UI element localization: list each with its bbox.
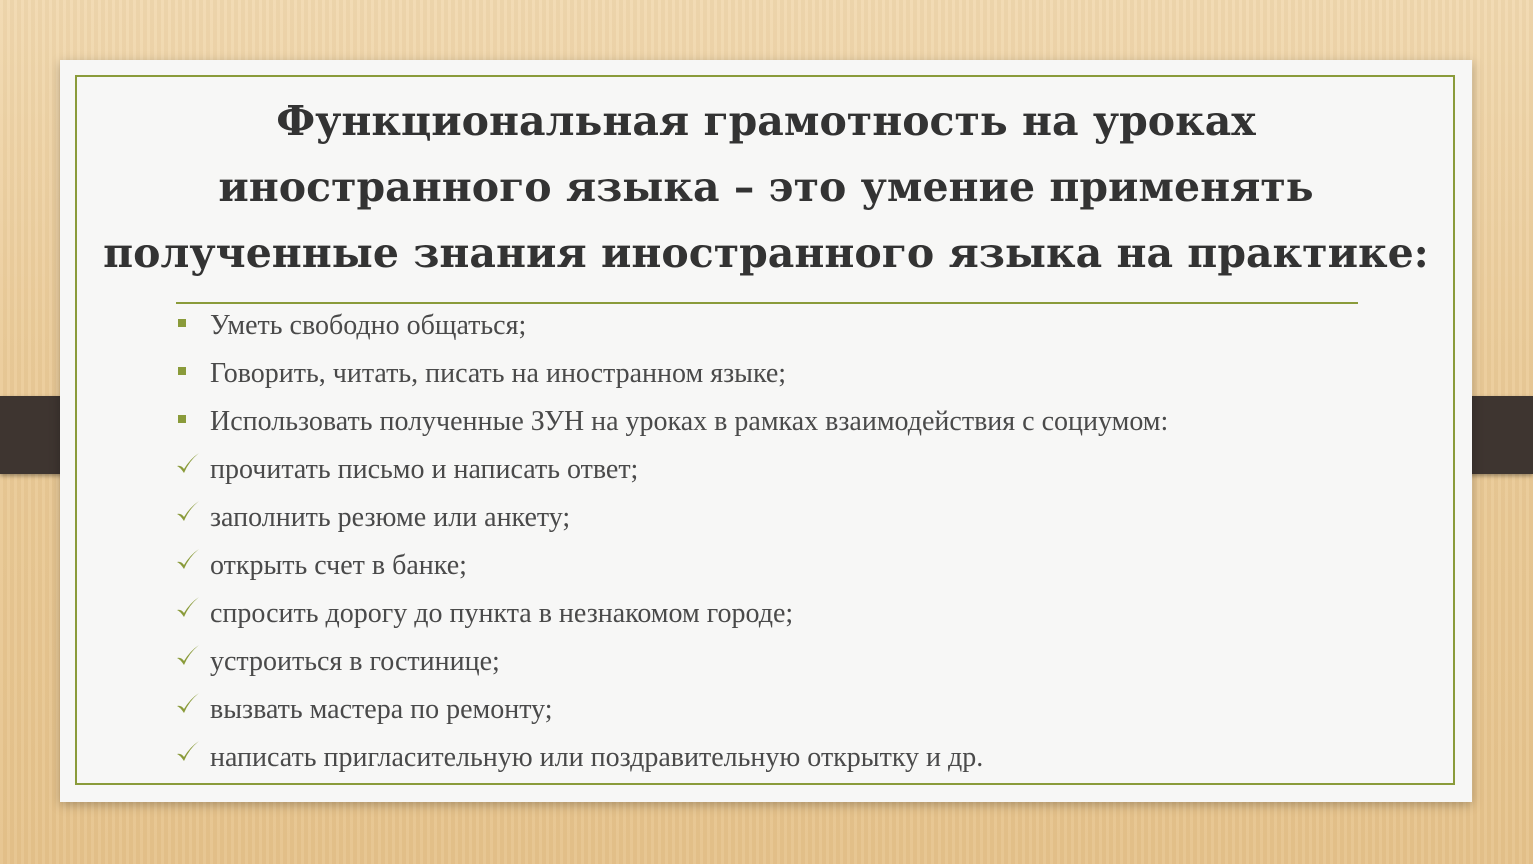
list-item (174, 742, 1168, 790)
bullet-list (174, 310, 1168, 790)
checkmark-icon (174, 738, 202, 766)
checkmark-icon (174, 594, 202, 622)
list-item (174, 550, 1168, 598)
list-item-text: устроиться в гостинице; (210, 646, 500, 677)
title-line-2: иностранного языка – это умение применять (218, 163, 1314, 211)
list-item (174, 454, 1168, 502)
square-bullet-icon (178, 415, 186, 423)
list-item (174, 310, 1168, 358)
list-item-text: написать пригласительную или поздравительную открытку и др. (210, 742, 984, 773)
list-item (174, 358, 1168, 406)
list-item-text: прочитать письмо и написать ответ; (210, 454, 639, 485)
list-item-text: Уметь свободно общаться; (210, 310, 527, 341)
list-item-text: вызвать мастера по ремонту; (210, 694, 553, 725)
title-divider (176, 302, 1358, 304)
checkmark-icon (174, 498, 202, 526)
list-item-text: открыть счет в банке; (210, 550, 467, 581)
slide-title (60, 88, 1472, 286)
slide-card (60, 60, 1472, 802)
list-item (174, 646, 1168, 694)
checkmark-icon (174, 450, 202, 478)
title-line-3: полученные знания иностранного языка на практике: (103, 229, 1429, 277)
checkmark-icon (174, 642, 202, 670)
list-item-text: заполнить резюме или анкету; (210, 502, 571, 533)
list-item-text: Использовать полученные ЗУН на уроках в рамках взаимодействия с социумом: (210, 406, 1169, 437)
list-item (174, 694, 1168, 742)
square-bullet-icon (178, 319, 186, 327)
list-item (174, 502, 1168, 550)
title-line-1: Функциональная грамотность на уроках (276, 97, 1256, 145)
checkmark-icon (174, 546, 202, 574)
checkmark-icon (174, 690, 202, 718)
square-bullet-icon (178, 367, 186, 375)
list-item (174, 406, 1168, 454)
list-item (174, 598, 1168, 646)
list-item-text: спросить дорогу до пункта в незнакомом городе; (210, 598, 794, 629)
list-item-text: Говорить, читать, писать на иностранном языке; (210, 358, 787, 389)
